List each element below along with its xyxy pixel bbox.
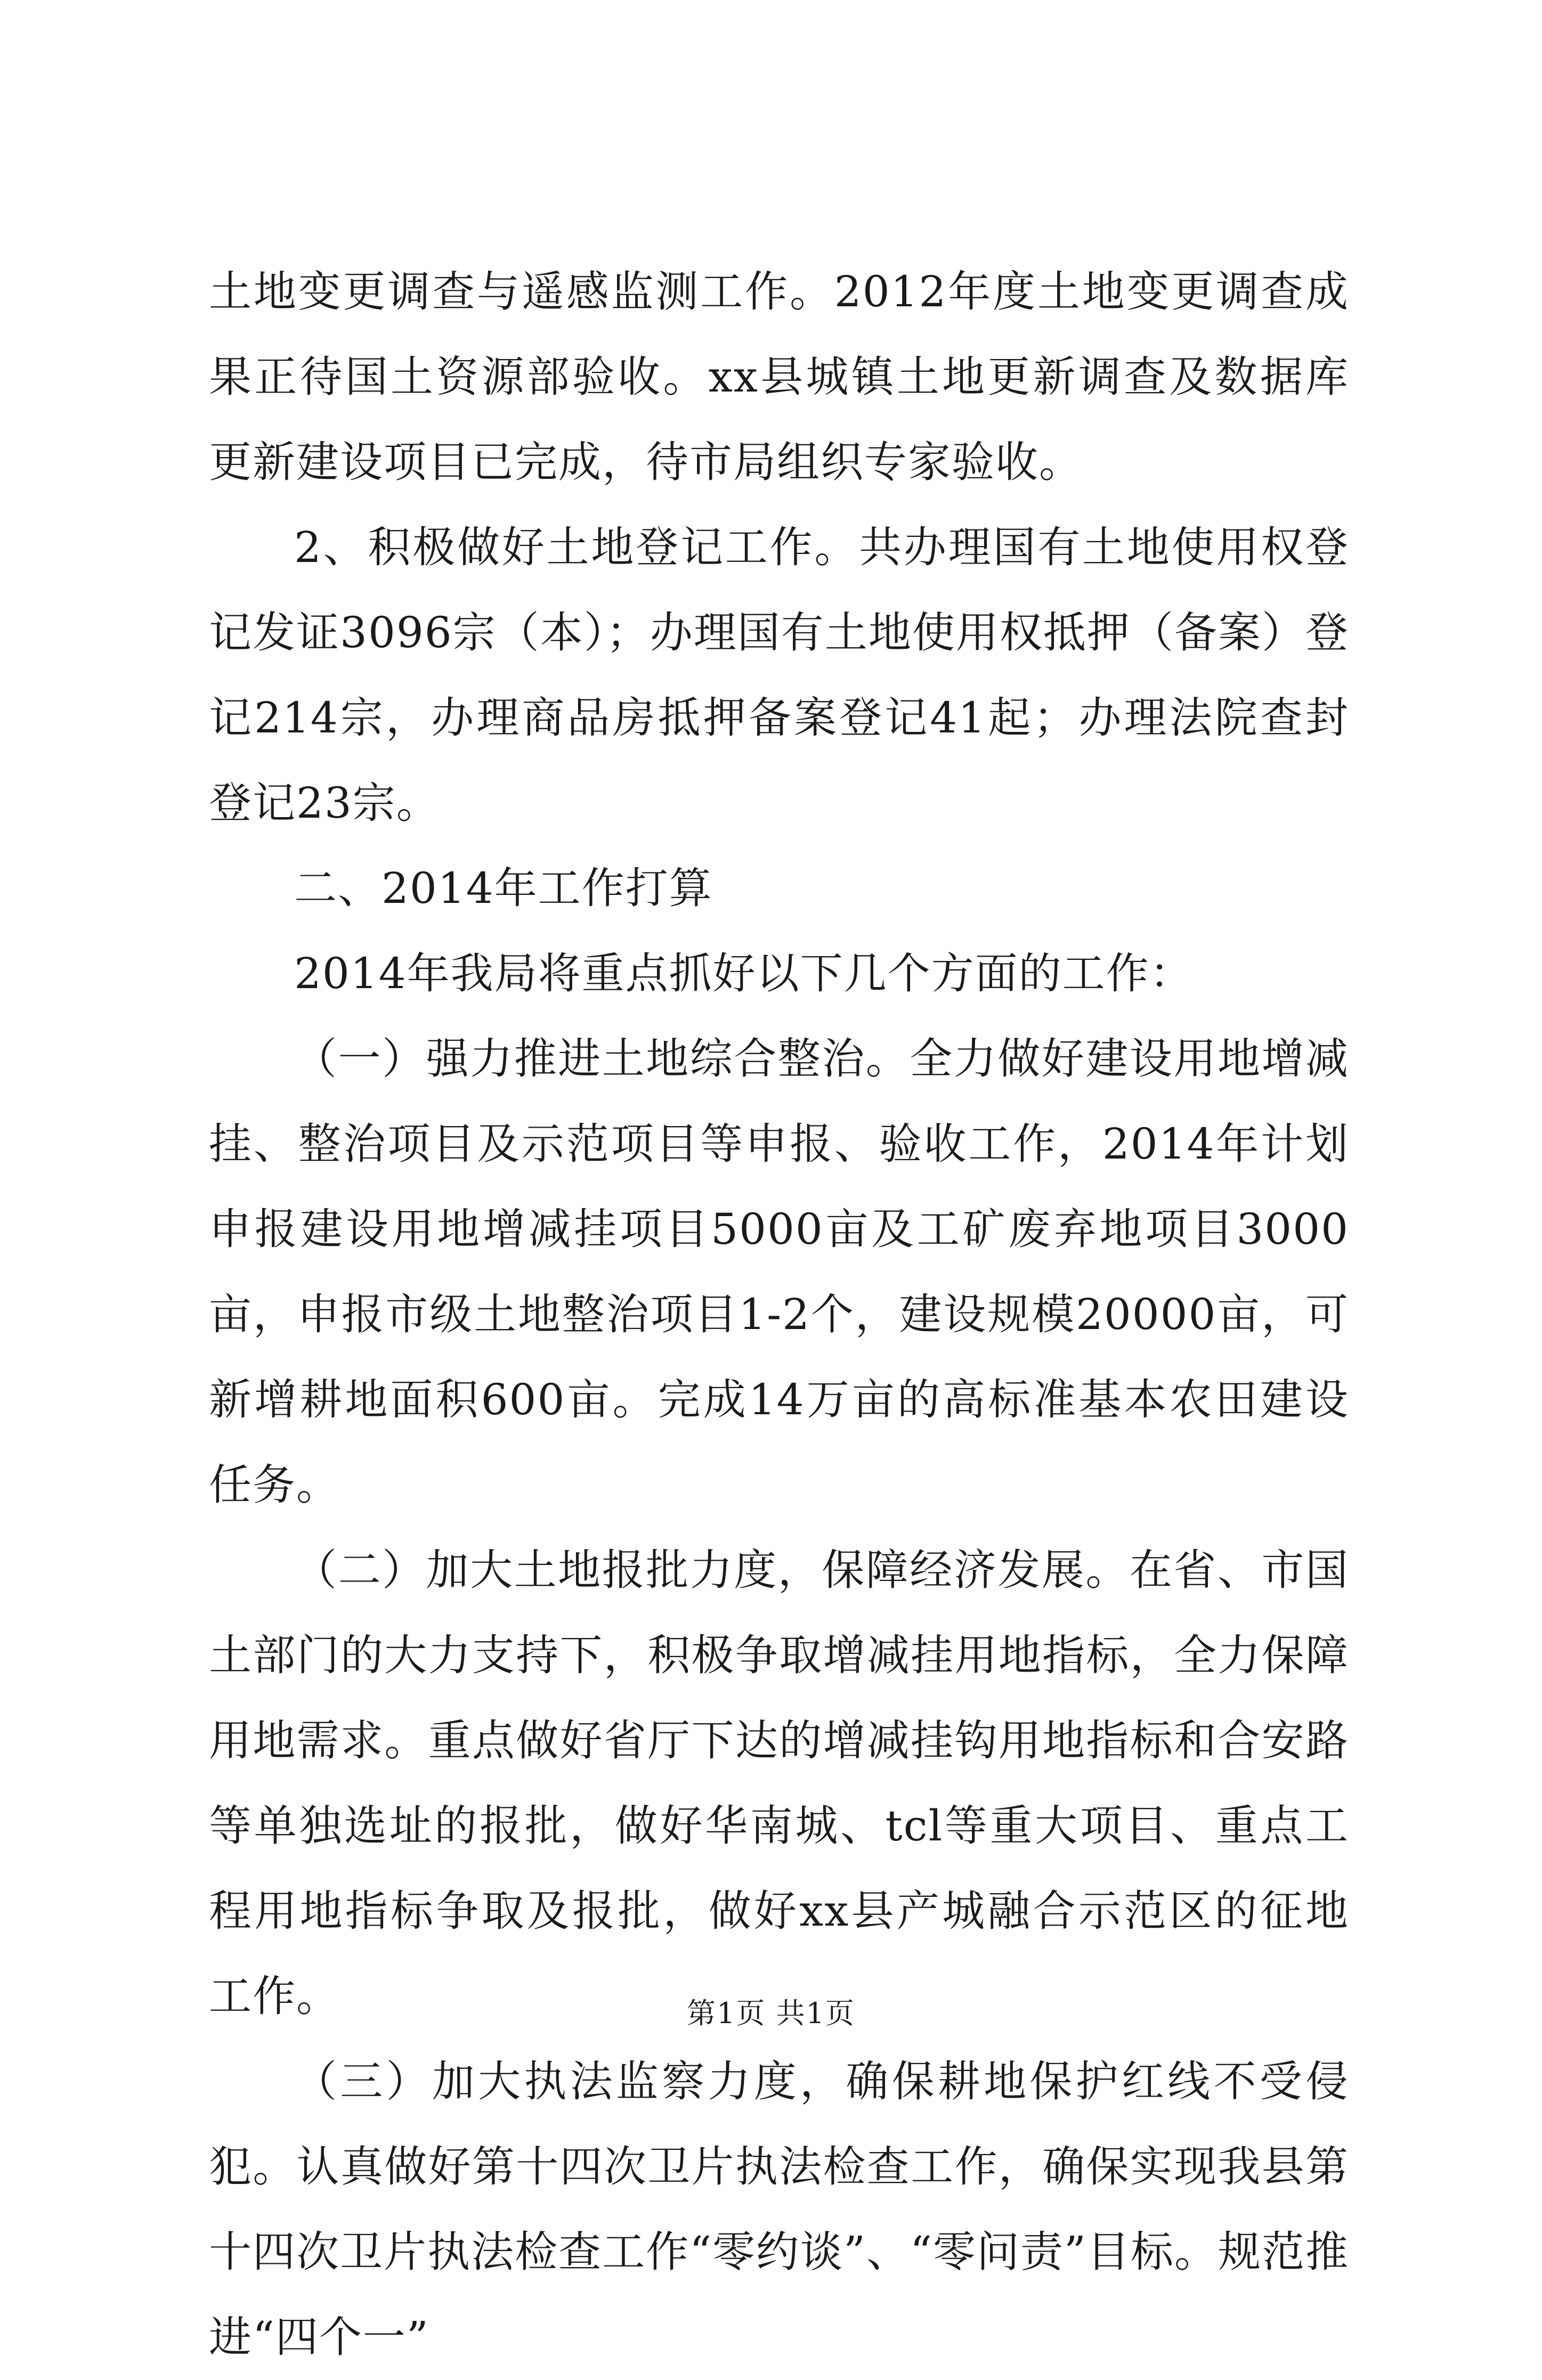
document-body [209, 249, 1349, 2380]
section-heading-2014-plan: 二、2014年工作打算 [294, 863, 713, 913]
paragraph-item-1: （一）强力推进土地综合整治。全力做好建设用地增减挂、整治项目及示范项目等申报、验收工作，2014年计划申报建设用地增减挂项目5000亩及工矿废弃地项目3000亩，申报市级土地整治项目1-2个，建设规模20000亩，可新增耕地面积600亩。完成14万亩的高标准基本农田建设任务。 [209, 1034, 1349, 1510]
paragraph-intro-2014: 2014年我局将重点抓好以下几个方面的工作： [294, 949, 1194, 998]
paragraph-item-3: （三）加大执法监察力度，确保耕地保护红线不受侵犯。认真做好第十四次卫片执法检查工作，确保实现我县第十四次卫片执法检查工作“零约谈”、“零问责”目标。规范推进“四个一” [209, 2057, 1349, 2362]
paragraph-continuation: 土地变更调查与遥感监测工作。2012年度土地变更调查成果正待国土资源部验收。xx县城镇土地更新调查及数据库更新建设项目已完成，待市局组织专家验收。 [209, 267, 1349, 487]
paragraph-item-2: （二）加大土地报批力度，保障经济发展。在省、市国土部门的大力支持下，积极争取增减挂用地指标，全力保障用地需求。重点做好省厅下达的增减挂钩用地指标和合安路等单独选址的报批，做好华南城、tcl等重大项目、重点工程用地指标争取及报批，做好xx县产城融合示范区的征地工作。 [209, 1545, 1349, 2021]
page-footer: 第1页 共1页 [687, 1996, 855, 2030]
paragraph-land-registration: 2、积极做好土地登记工作。共办理国有土地使用权登记发证3096宗（本）；办理国有土地使用权抵押（备案）登记214宗，办理商品房抵押备案登记41起；办理法院查封登记23宗。 [209, 523, 1349, 828]
